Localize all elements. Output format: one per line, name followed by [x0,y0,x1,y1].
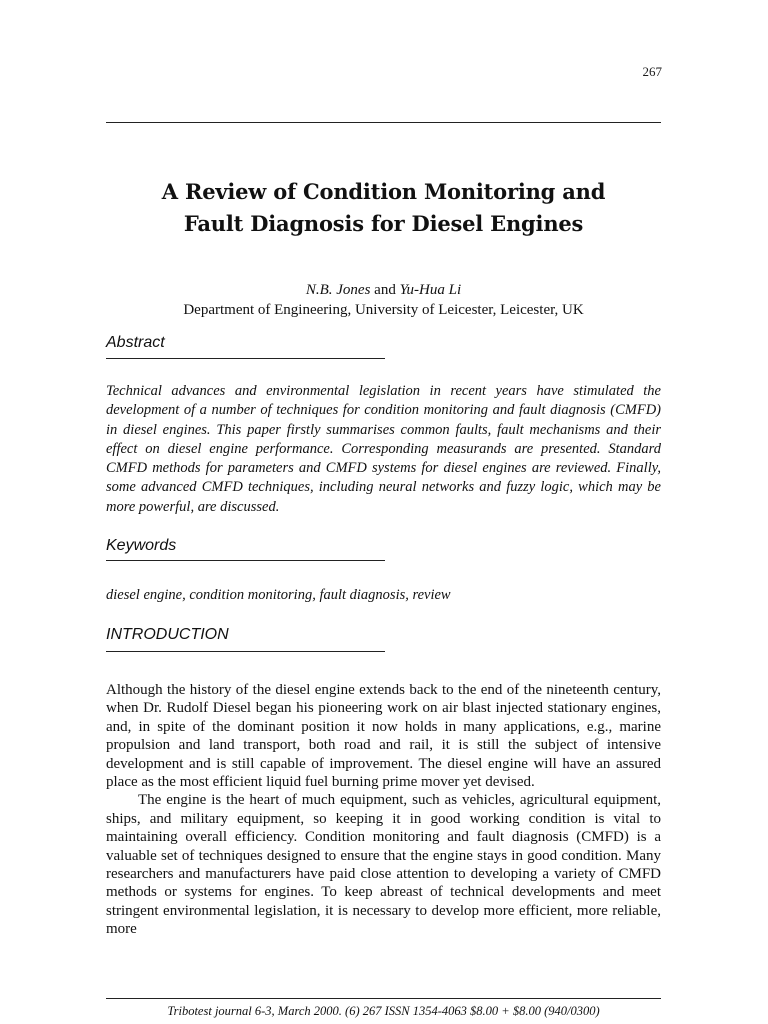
abstract-heading: Abstract [106,334,165,351]
keywords-rule [106,560,385,561]
journal-citation-footer: Tribotest journal 6-3, March 2000. (6) 267 ISSN 1354-4063 $8.00 + $8.00 (940/0300) [167,1004,600,1018]
abstract-text: Technical advances and environmental legislation in recent years have stimulated the development of a number of techniques for condition monitoring and fault diagnosis (CMFD) in diesel engines. This paper firstly summarises common faults, fault mechanisms and their effect on diesel engine performance. Corresponding measurands are presented. Standard CMFD methods for parameters and CMFD systems for diesel engines are reviewed. Finally, some advanced CMFD techniques, including neural networks and fuzzy logic, which may be more powerful, are discussed. [106,383,661,515]
introduction-body [106,681,661,939]
introduction-paragraph: Although the history of the diesel engine extends back to the end of the nineteenth century, when Dr. Rudolf Diesel began his pioneering work on air blast injected stationary engines, and, in spite of the dominant position it now holds in many applications, e.g., marine propulsion and land transport, both road and rail, it is still the subject of intensive development and is still capable of improvement. The diesel engine will have an assured place as the most efficient liquid fuel burning prime mover yet devised. [106,682,661,791]
introduction-paragraph: The engine is the heart of much equipment, such as vehicles, agricultural equipment, ships, and military equipment, so keeping it in good working condition is vital to maintaining overall efficiency. Condition monitoring and fault diagnosis (CMFD) is a valuable set of techniques designed to ensure that the engine stays in good condition. Many researchers and manufacturers have paid close attention to developing a variety of CMFD methods or systems for engines. To keep abreast of technical developments and meet stringent environmental legislation, it is necessary to develop more efficient, more reliable, more [106,792,661,938]
page-number: 267 [642,64,662,79]
title-line-2: Fault Diagnosis for Diesel Engines [183,211,584,236]
top-rule [106,122,661,123]
affiliation: Department of Engineering, University of Leicester, Leicester, UK [183,302,584,318]
author-conjunction: and [374,282,396,298]
introduction-heading: INTRODUCTION [106,626,229,643]
footer-rule [106,998,661,999]
title-line-1: A Review of Condition Monitoring and [161,179,606,204]
author-1: N.B. Jones [305,282,371,298]
keywords-heading: Keywords [106,537,177,554]
keywords-text: diesel engine, condition monitoring, fault diagnosis, review [106,587,451,603]
author-2: Yu-Hua Li [399,282,462,298]
abstract-rule [106,358,385,359]
author-block [106,280,661,320]
paper-title [106,176,661,240]
introduction-rule [106,651,385,652]
author-line [106,280,661,300]
